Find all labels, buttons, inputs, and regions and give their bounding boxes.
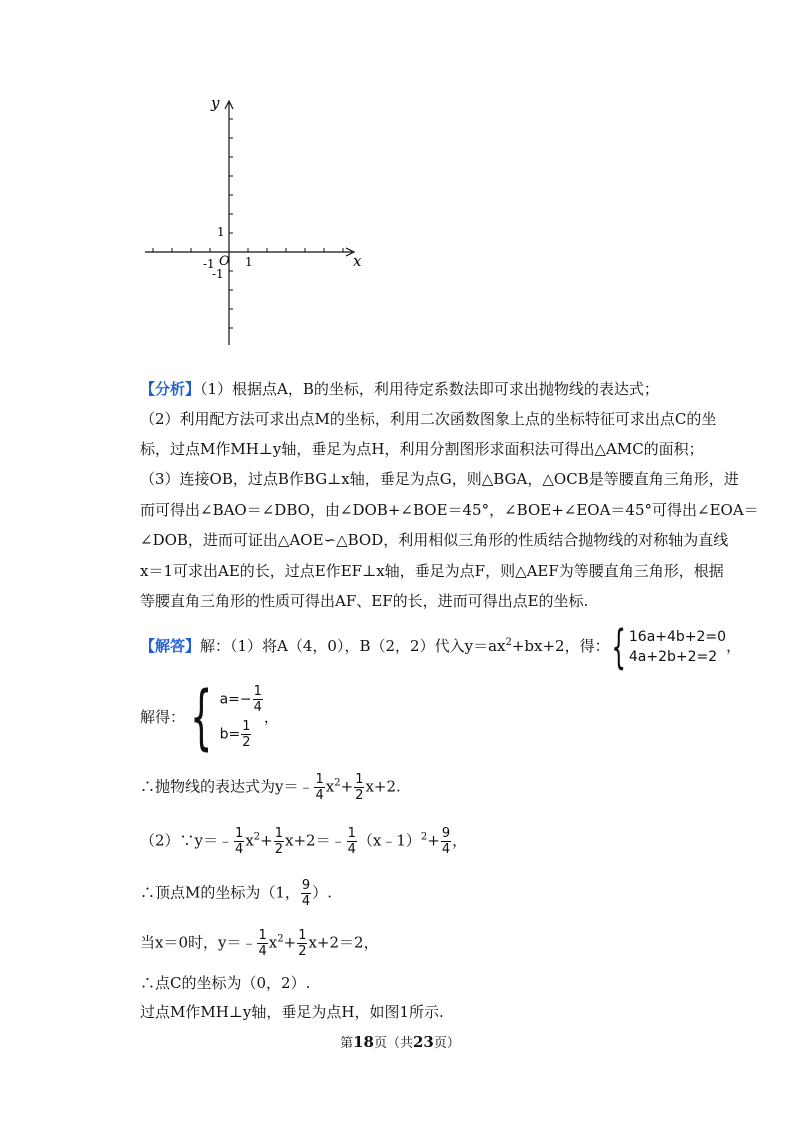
x-axis-label: x	[353, 252, 362, 270]
analysis-line-5: 而可得出∠BAO＝∠DBO，由∠DOB+∠BOE＝45°，∠BOE+∠EOA＝45°可得出∠EOA＝	[140, 501, 759, 519]
analysis-tag: 【分析】	[140, 380, 201, 398]
analysis-line-7: x＝1可求出AE的长，过点E作EF⊥x轴，垂足为点F，则△AEF为等腰直角三角形，根据	[140, 562, 724, 580]
y-axis-label: y	[211, 94, 220, 112]
equation-system-2: a=− $\frac{1}{4}$ b= $\frac{1}{2}$	[219, 684, 262, 750]
total-pages: 23	[413, 1033, 434, 1051]
tick-label-1-y: 1	[217, 225, 225, 239]
system-brace: {	[610, 620, 626, 674]
analysis-line-2: （2）利用配方法可求出点M的坐标，利用二次函数图象上点的坐标特征可求出点C的坐	[140, 410, 717, 428]
analysis-line-6: ∠DOB，进而可证出△AOE∽△BOD，利用相似三角形的性质结合抛物线的对称轴为直线	[140, 531, 729, 549]
equation-system-1: 16a+4b+2=0 4a+2b+2=2	[628, 629, 727, 665]
analysis-line-1: 【分析】（1）根据点A，B的坐标，利用待定系数法即可求出抛物线的表达式；	[140, 380, 659, 398]
analysis-line-8: 等腰直角三角形的性质可得出AF、EF的长，进而可得出点E的坐标.	[140, 592, 589, 610]
coordinate-figure	[0, 0, 800, 360]
solution-line-8: 过点M作MH⊥y轴，垂足为点H，如图1所示.	[140, 1003, 444, 1021]
solution-line-5: ∴顶点M的坐标为（1， $\frac{9}{4}$ ）.	[140, 878, 332, 909]
solution-line-6: 当x＝0时，y＝﹣ $\frac{1}{4}$ $x^2+$ $\frac{1}{2}$ x+2＝2，	[140, 928, 379, 959]
analysis-line-4: （3）连接OB，过点B作BG⊥x轴，垂足为点G，则△BGA，△OCB是等腰直角三角形，进	[140, 470, 739, 488]
origin-label: O	[219, 254, 230, 269]
solution-line-1: 【解答】解：（1）将A（4，0），B（2，2）代入$y=ax^2+bx+2$，得：{ 16a+4b+2=0 4a+2b+2=2 ，	[140, 620, 742, 674]
page-footer: 第18页（共23页）	[340, 1033, 460, 1051]
tick-label-neg1-x: -1	[203, 257, 215, 271]
analysis-line-3: 标，过点M作MH⊥y轴，垂足为点H，利用分割图形求面积法可得出△AMC的面积；	[140, 440, 704, 458]
solution-line-4: （2）∵y＝﹣ $\frac{1}{4}$ $x^2+$ $\frac{1}{2}$ x+2＝﹣ $\frac{1}{4}$ （x﹣1）$^2$+ $\frac{9}{4}$ ，	[140, 826, 468, 857]
solution-tag: 【解答】	[140, 637, 201, 655]
page-number: 18	[353, 1033, 374, 1051]
tick-label-neg1-y: -1	[212, 267, 224, 281]
solution-line-7: ∴点C的坐标为（0，2）.	[140, 974, 311, 992]
tick-label-1-x: 1	[245, 255, 253, 269]
solution-line-2: 解得：{ a=− $\frac{1}{4}$ b= $\frac{1}{2}$ ，	[140, 676, 279, 758]
solution-line-3: ∴抛物线的表达式为y＝﹣ $\frac{1}{4}$ $x^2+$ $\frac{1}{2}$ x+2.	[140, 772, 401, 803]
